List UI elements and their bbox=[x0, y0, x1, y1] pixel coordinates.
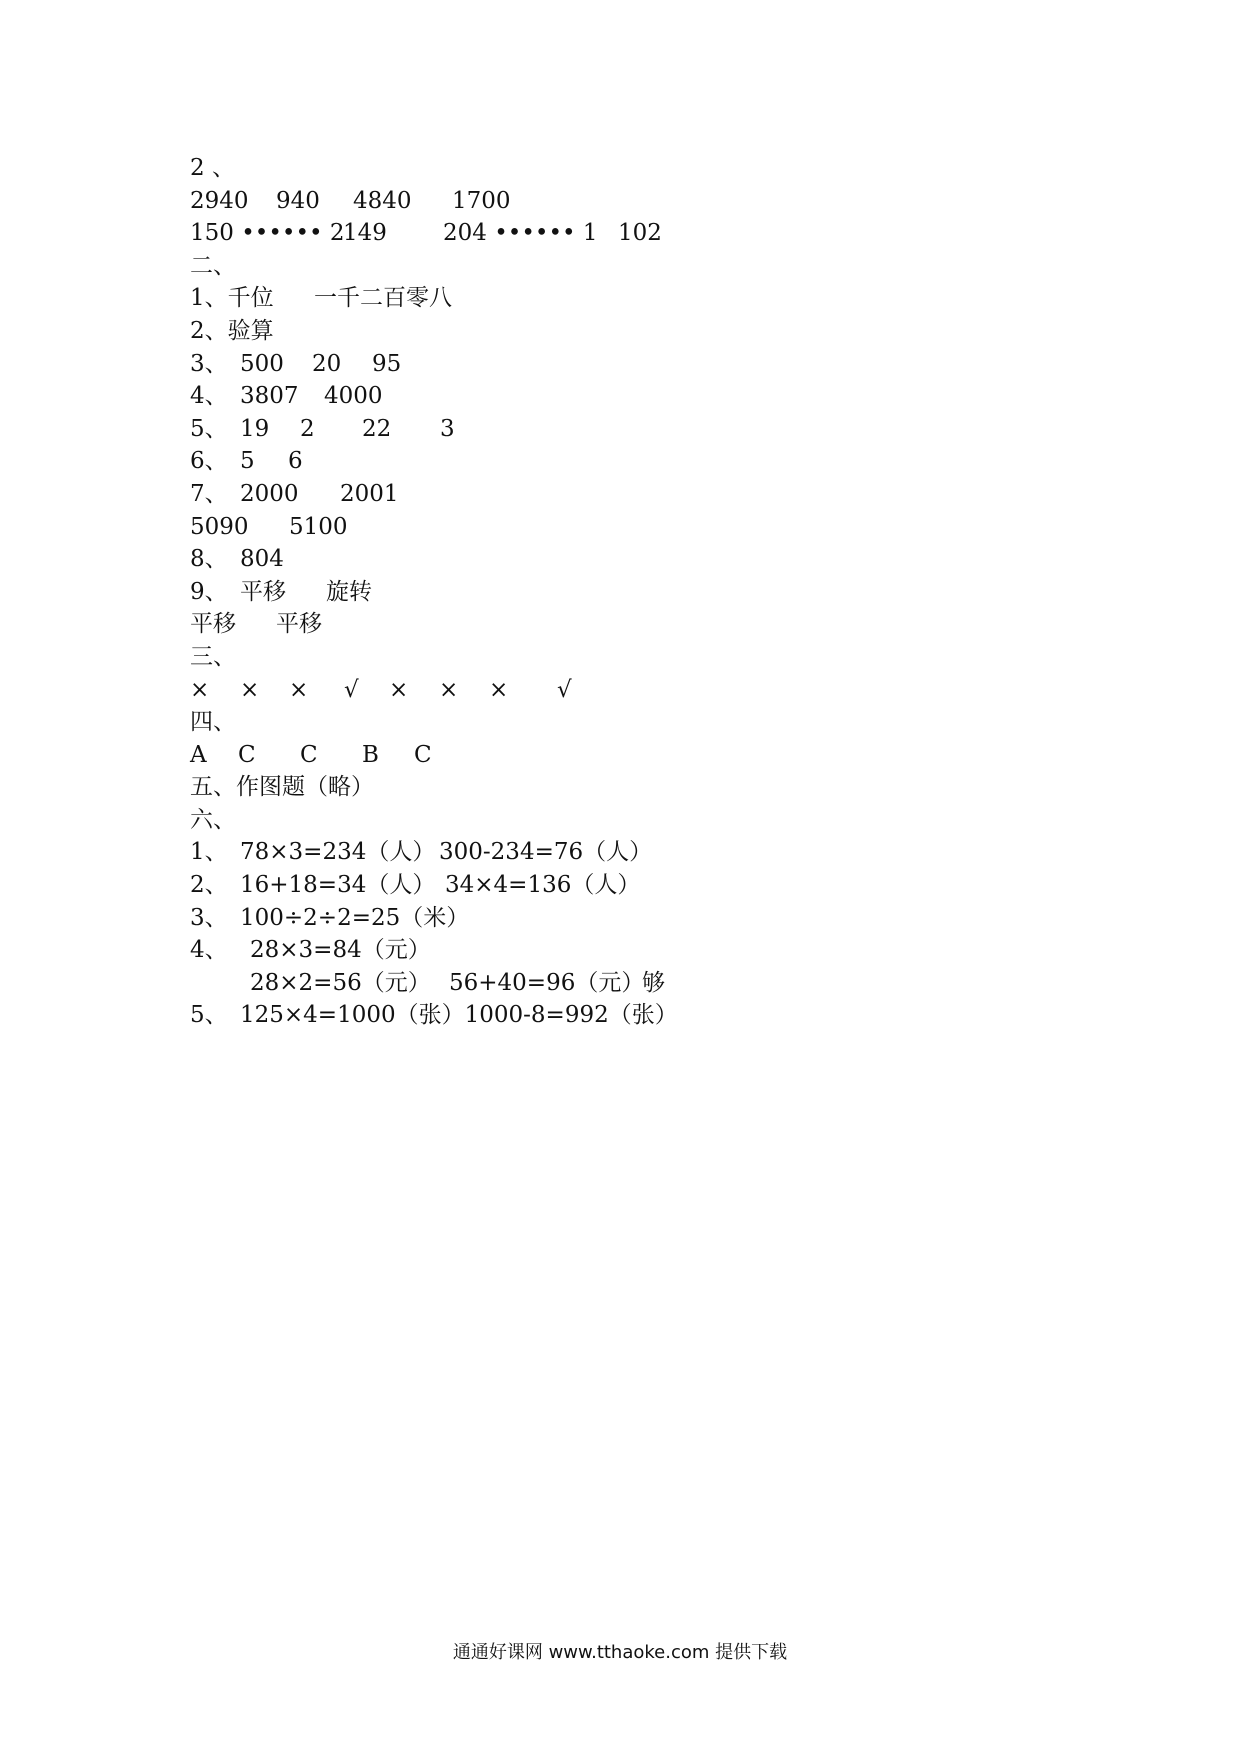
answer-text: 300-234=76（人） bbox=[439, 839, 653, 866]
answer-text: C bbox=[238, 741, 256, 768]
answer-text: 5、 bbox=[190, 1002, 228, 1029]
answer-text: 3、 bbox=[190, 350, 228, 377]
answer-text: 150 •••••• 2 bbox=[190, 220, 345, 247]
answer-text: 5090 bbox=[190, 513, 249, 540]
answer-text: 3807 bbox=[240, 383, 299, 410]
answer-text: 4840 bbox=[353, 187, 412, 214]
answer-text: 1、千位 bbox=[190, 285, 274, 312]
answer-text: 平移 bbox=[190, 611, 236, 638]
answer-text: 3、 bbox=[190, 904, 228, 931]
answer-text: 95 bbox=[372, 350, 402, 377]
answer-text: 2 、 bbox=[190, 155, 235, 181]
answer-text: 四、 bbox=[190, 709, 236, 736]
answer-text: 8、 bbox=[190, 546, 228, 573]
answer-text: B bbox=[362, 741, 379, 768]
answer-text: × bbox=[190, 676, 210, 703]
answer-text: 19 bbox=[240, 415, 270, 442]
answer-text: 够 bbox=[642, 969, 665, 996]
answer-text: 6、 bbox=[190, 448, 228, 475]
answer-text: 28×2=56（元） bbox=[250, 969, 431, 996]
answer-text: √ bbox=[557, 676, 572, 703]
answer-text: C bbox=[300, 741, 318, 768]
answer-text: 平移 bbox=[240, 578, 286, 605]
answer-text: 22 bbox=[362, 415, 392, 442]
answer-text: 旋转 bbox=[326, 578, 372, 605]
answer-text: 一千二百零八 bbox=[314, 285, 452, 312]
answer-text: 2、验算 bbox=[190, 317, 274, 344]
answer-text: 125×4=1000（张）1000-8=992（张） bbox=[240, 1002, 678, 1029]
answer-text: 149 bbox=[343, 220, 387, 247]
answer-text: 3 bbox=[440, 415, 455, 442]
answer-text: × bbox=[439, 676, 459, 703]
answer-text: C bbox=[414, 741, 432, 768]
answer-text: × bbox=[389, 676, 409, 703]
answer-text: 六、 bbox=[190, 806, 236, 833]
answer-text: 三、 bbox=[190, 643, 236, 670]
answer-text: × bbox=[289, 676, 309, 703]
answer-text: 5 bbox=[240, 448, 255, 475]
answer-text: 16+18=34（人） bbox=[240, 872, 436, 899]
answer-text: 平移 bbox=[276, 611, 322, 638]
answer-text: 2 bbox=[300, 415, 315, 442]
answer-text: 56+40=96（元） bbox=[449, 969, 645, 996]
answer-text: 2000 bbox=[240, 480, 299, 507]
answer-text: 1、 bbox=[190, 839, 228, 866]
answer-text: 4、 bbox=[190, 937, 228, 964]
answer-text: 4、 bbox=[190, 383, 228, 410]
answer-text: 102 bbox=[618, 220, 662, 247]
answer-text: 78×3=234（人） bbox=[240, 839, 436, 866]
answer-text: 204 •••••• 1 bbox=[443, 220, 598, 247]
answer-text: 940 bbox=[276, 187, 320, 214]
answer-text: 500 bbox=[240, 350, 284, 377]
answer-text: 7、 bbox=[190, 480, 228, 507]
answer-text: 1700 bbox=[452, 187, 511, 214]
answer-text: 5、 bbox=[190, 415, 228, 442]
answer-text: 6 bbox=[288, 448, 303, 475]
answer-text: 100÷2÷2=25（米） bbox=[240, 904, 470, 931]
answer-text: √ bbox=[344, 676, 359, 703]
answer-text: 二、 bbox=[190, 252, 236, 279]
answer-text: 34×4=136（人） bbox=[445, 872, 641, 899]
answer-text: 五、作图题（略） bbox=[190, 774, 374, 801]
answer-text: 20 bbox=[312, 350, 342, 377]
answer-text: A bbox=[190, 741, 207, 768]
answer-text: 28×3=84（元） bbox=[250, 937, 431, 964]
answer-text: 9、 bbox=[190, 578, 228, 605]
answer-text: 4000 bbox=[324, 383, 383, 410]
answer-text: 2、 bbox=[190, 872, 228, 899]
answer-text: 2940 bbox=[190, 187, 249, 214]
answer-text: 804 bbox=[240, 546, 284, 573]
page-footer: 通通好课网 www.tthaoke.com 提供下载 bbox=[452, 1642, 788, 1663]
answer-text: × bbox=[489, 676, 509, 703]
answer-text: 2001 bbox=[340, 480, 399, 507]
answer-text: × bbox=[240, 676, 260, 703]
answer-text: 5100 bbox=[289, 513, 348, 540]
